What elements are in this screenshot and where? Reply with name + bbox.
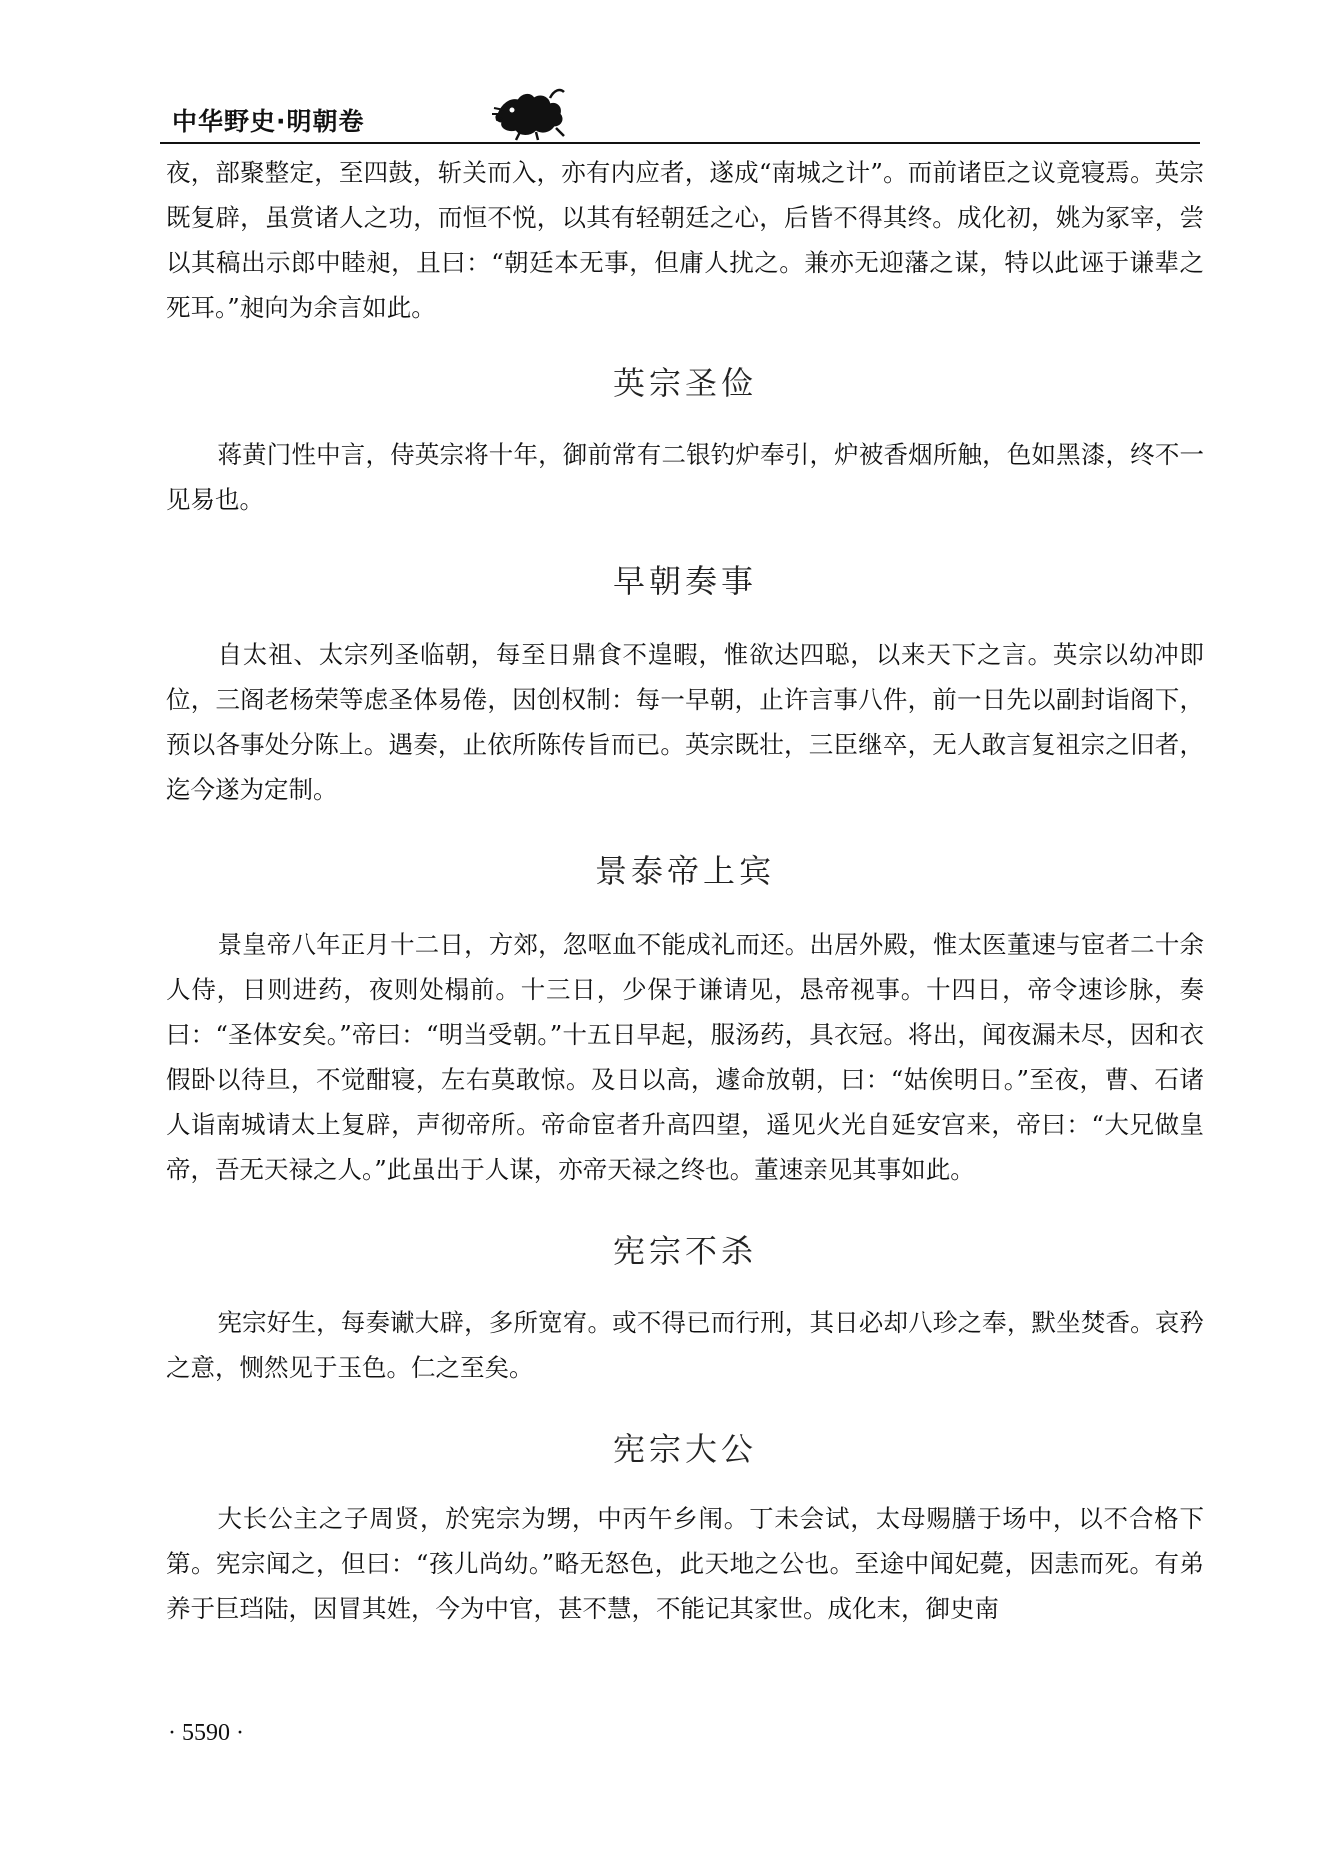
page-content	[166, 150, 1204, 1631]
header-rule	[160, 142, 1200, 144]
page-number: · 5590 ·	[168, 1720, 244, 1746]
page-header	[160, 84, 1200, 144]
header-title: 中华野史·明朝卷	[172, 107, 365, 136]
paragraph: 景皇帝八年正月十二日，方郊，忽呕血不能成礼而还。出居外殿，惟太医董速与宦者二十余人侍，日则进药，夜则处榻前。十三日，少保于谦请见，恳帝视事。十四日，帝令速诊脉，奏曰：“圣体安矣。”帝曰：“明当受朝。”十五日早起，服汤药，具衣冠。将出，闻夜漏未尽，因和衣假卧以待旦，不觉酣寝，左右莫敢惊。及日以高，遽命放朝，曰：“姑俟明日。”至夜，曹、石诸人诣南城请太上复辟，声彻帝所。帝命宦者升高四望，遥见火光自延安宫来，帝曰：“大兄做皇帝，吾无天禄之人。”此虽出于人谋，亦帝天禄之终也。董速亲见其事如此。	[166, 930, 1204, 1184]
section-title: 早朝奏事	[612, 562, 757, 600]
section-title: 景泰帝上宾	[594, 852, 775, 890]
paragraph: 夜，部聚整定，至四鼓，斩关而入，亦有内应者，遂成“南城之计”。而前诸臣之议竟寝焉。英宗既复辟，虽赏诸人之功，而恒不悦，以其有轻朝廷之心，后皆不得其终。成化初，姚为冢宰，尝以其稿出示郎中睦昶，且曰：“朝廷本无事，但庸人扰之。兼亦无迎藩之谋，特以此诬于谦辈之死耳。”昶向为余言如此。	[166, 158, 1204, 322]
paragraph: 大长公主之子周贤，於宪宗为甥，中丙午乡闱。丁未会试，太母赐膳于场中，以不合格下第。宪宗闻之，但曰：“孩儿尚幼。”略无怒色，此天地之公也。至途中闻妃薨，因恚而死。有弟养于巨珰陆，因冒其姓，今为中官，甚不慧，不能记其家世。成化末，御史南	[166, 1504, 1204, 1623]
section-title: 宪宗大公	[612, 1430, 757, 1468]
paragraph: 蒋黄门性中言，侍英宗将十年，御前常有二银钓炉奉引，炉被香烟所触，色如黑漆，终不一见易也。	[166, 440, 1204, 514]
section-title: 英宗圣俭	[612, 364, 757, 402]
section-title: 宪宗不杀	[612, 1232, 757, 1270]
paragraph: 宪宗好生，每奏谳大辟，多所宽宥。或不得已而行刑，其日必却八珍之奉，默坐焚香。哀矜之意，恻然见于玉色。仁之至矣。	[166, 1308, 1204, 1382]
dragon-emblem-icon	[490, 84, 570, 142]
paragraph: 自太祖、太宗列圣临朝，每至日鼎食不遑暇，惟欲达四聪，以来天下之言。英宗以幼冲即位，三阁老杨荣等虑圣体易倦，因创权制：每一早朝，止许言事八件，前一日先以副封诣阁下，预以各事处分陈上。遇奏，止依所陈传旨而已。英宗既壮，三臣继卒，无人敢言复祖宗之旧者，迄今遂为定制。	[166, 640, 1204, 804]
